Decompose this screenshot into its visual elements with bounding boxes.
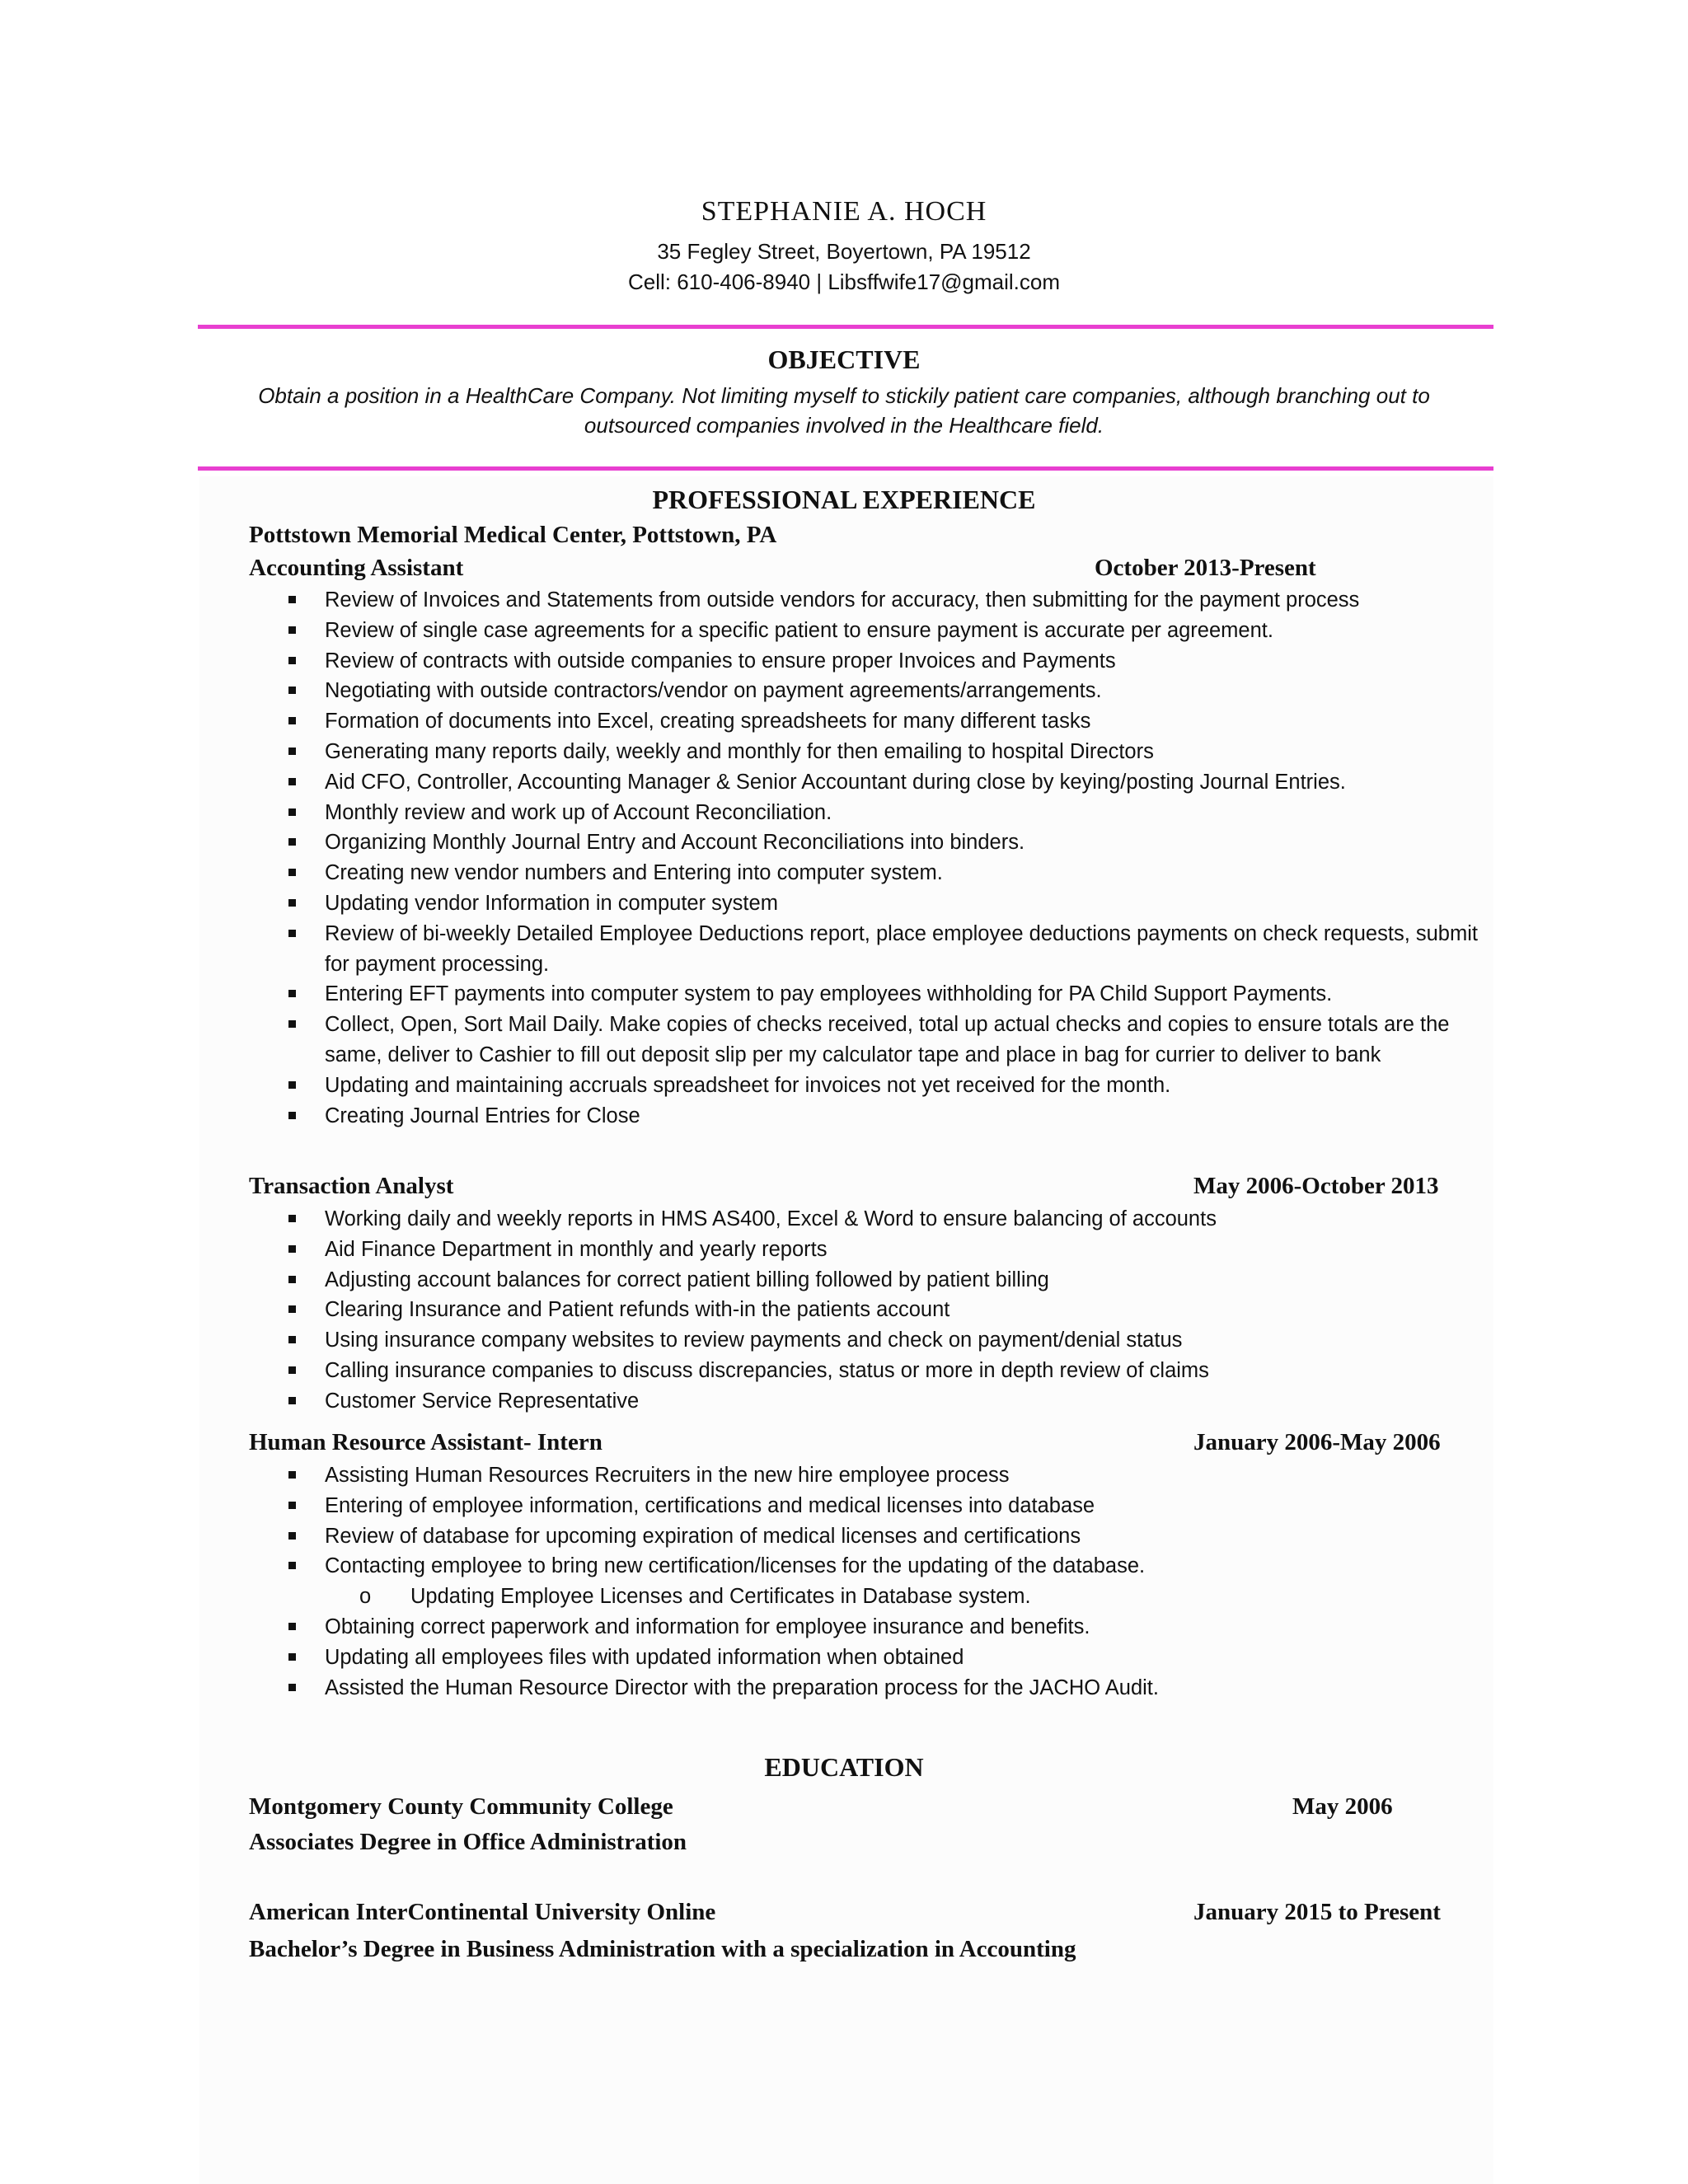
square-bullet-icon bbox=[288, 899, 296, 907]
list-item: Generating many reports daily, weekly and monthly for then emailing to hospital Directors bbox=[288, 737, 1492, 767]
list-item: Assisting Human Resources Recruiters in the new hire employee process bbox=[288, 1460, 1492, 1491]
square-bullet-icon bbox=[288, 1336, 296, 1343]
square-bullet-icon bbox=[288, 596, 296, 603]
list-item: Aid Finance Department in monthly and yearly reports bbox=[288, 1235, 1492, 1265]
job-duties-list bbox=[288, 585, 1492, 1131]
list-item: Updating and maintaining accruals spreadsheet for invoices not yet received for the month. bbox=[288, 1071, 1492, 1101]
job-title: Accounting Assistant bbox=[249, 555, 464, 581]
job-dates: October 2013-Present bbox=[1095, 555, 1316, 581]
list-item: Contacting employee to bring new certification/licenses for the updating of the database. bbox=[288, 1551, 1492, 1582]
education-heading: EDUCATION bbox=[764, 1752, 924, 1782]
list-item: Clearing Insurance and Patient refunds with-in the patients account bbox=[288, 1295, 1492, 1325]
list-item: Calling insurance companies to discuss discrepancies, status or more in depth review of claims bbox=[288, 1356, 1492, 1386]
square-bullet-icon bbox=[288, 1653, 296, 1661]
list-item: Obtaining correct paperwork and information for employee insurance and benefits. bbox=[288, 1612, 1492, 1643]
list-item: Review of contracts with outside companies to ensure proper Invoices and Payments bbox=[288, 646, 1492, 677]
divider-top bbox=[198, 325, 1493, 329]
square-bullet-icon bbox=[288, 1366, 296, 1374]
square-bullet-icon bbox=[288, 990, 296, 997]
list-item: Aid CFO, Controller, Accounting Manager & Senior Accountant during close by keying/posting Journal Entries. bbox=[288, 767, 1492, 798]
square-bullet-icon bbox=[288, 1081, 296, 1089]
job-title: Human Resource Assistant- Intern bbox=[249, 1429, 603, 1455]
list-item: Collect, Open, Sort Mail Daily. Make copies of checks received, total up actual checks and copies to ensure totals are the same, deliver to Cashier to fill out deposit slip per my calculator tape and place in bag for currier to deliver to bank bbox=[288, 1010, 1492, 1071]
school-name: American InterContinental University Online bbox=[249, 1899, 716, 1925]
square-bullet-icon bbox=[288, 778, 296, 785]
objective-text: Obtain a position in a HealthCare Company. Not limiting myself to stickily patient care companies, although branching out to outsourced companies involved in the Healthcare field. bbox=[258, 383, 1430, 438]
square-bullet-icon bbox=[288, 1502, 296, 1509]
list-item: Customer Service Representative bbox=[288, 1386, 1492, 1417]
degree-name: Bachelor’s Degree in Business Administration with a specialization in Accounting bbox=[249, 1936, 1076, 1962]
school-name: Montgomery County Community College bbox=[249, 1793, 673, 1820]
square-bullet-icon bbox=[288, 687, 296, 694]
square-bullet-icon bbox=[288, 1215, 296, 1222]
square-bullet-icon bbox=[288, 1020, 296, 1028]
list-item: Updating vendor Information in computer system bbox=[288, 888, 1492, 919]
square-bullet-icon bbox=[288, 717, 296, 724]
square-bullet-icon bbox=[288, 657, 296, 664]
job-duties-list bbox=[288, 1460, 1492, 1703]
objective-heading: OBJECTIVE bbox=[767, 344, 921, 374]
list-item: Updating all employees files with updated information when obtained bbox=[288, 1643, 1492, 1673]
square-bullet-icon bbox=[288, 1276, 296, 1283]
job-dates: May 2006-October 2013 bbox=[1193, 1173, 1439, 1199]
list-item: Creating new vendor numbers and Entering into computer system. bbox=[288, 858, 1492, 888]
sub-list-item: o Updating Employee Licenses and Certificates in Database system. bbox=[288, 1582, 1492, 1612]
list-item: Review of database for upcoming expiration of medical licenses and certifications bbox=[288, 1521, 1492, 1552]
list-item: Review of bi-weekly Detailed Employee Deductions report, place employee deductions payments on check requests, submit for payment processing. bbox=[288, 919, 1492, 980]
job-dates: January 2006-May 2006 bbox=[1193, 1429, 1441, 1455]
square-bullet-icon bbox=[288, 930, 296, 937]
square-bullet-icon bbox=[288, 1684, 296, 1691]
list-item: Organizing Monthly Journal Entry and Account Reconciliations into binders. bbox=[288, 827, 1492, 858]
address-line: 35 Fegley Street, Boyertown, PA 19512 bbox=[657, 239, 1031, 264]
list-item: Creating Journal Entries for Close bbox=[288, 1101, 1492, 1132]
employer-name: Pottstown Memorial Medical Center, Pottstown, PA bbox=[249, 522, 777, 548]
square-bullet-icon bbox=[288, 1305, 296, 1313]
square-bullet-icon bbox=[288, 748, 296, 755]
candidate-name: STEPHANIE A. HOCH bbox=[701, 196, 987, 227]
square-bullet-icon bbox=[288, 1471, 296, 1479]
school-date: May 2006 bbox=[1292, 1793, 1393, 1820]
square-bullet-icon bbox=[288, 626, 296, 634]
list-item: Formation of documents into Excel, creating spreadsheets for many different tasks bbox=[288, 706, 1492, 737]
list-item: Negotiating with outside contractors/vendor on payment agreements/arrangements. bbox=[288, 676, 1492, 706]
degree-name: Associates Degree in Office Administration bbox=[249, 1829, 687, 1855]
square-bullet-icon bbox=[288, 1245, 296, 1253]
list-item: Assisted the Human Resource Director with the preparation process for the JACHO Audit. bbox=[288, 1673, 1492, 1704]
square-bullet-icon bbox=[288, 1112, 296, 1119]
square-bullet-icon bbox=[288, 1623, 296, 1630]
list-item: Using insurance company websites to review payments and check on payment/denial status bbox=[288, 1325, 1492, 1356]
square-bullet-icon bbox=[288, 1397, 296, 1404]
square-bullet-icon bbox=[288, 869, 296, 876]
job-title: Transaction Analyst bbox=[249, 1173, 454, 1199]
list-item: Entering of employee information, certifications and medical licenses into database bbox=[288, 1491, 1492, 1521]
list-item: Review of Invoices and Statements from outside vendors for accuracy, then submitting for the payment process bbox=[288, 585, 1492, 616]
list-item: Working daily and weekly reports in HMS AS400, Excel & Word to ensure balancing of accounts bbox=[288, 1204, 1492, 1235]
square-bullet-icon bbox=[288, 1532, 296, 1540]
school-date: January 2015 to Present bbox=[1193, 1899, 1441, 1925]
square-bullet-icon bbox=[288, 1562, 296, 1569]
list-item: Review of single case agreements for a specific patient to ensure payment is accurate per agreement. bbox=[288, 616, 1492, 646]
list-item: Monthly review and work up of Account Reconciliation. bbox=[288, 798, 1492, 828]
list-item: Entering EFT payments into computer system to pay employees withholding for PA Child Support Payments. bbox=[288, 979, 1492, 1010]
square-bullet-icon bbox=[288, 838, 296, 846]
square-bullet-icon bbox=[288, 808, 296, 816]
contact-line: Cell: 610-406-8940 | Libsffwife17@gmail.com bbox=[627, 269, 1061, 294]
experience-heading: PROFESSIONAL EXPERIENCE bbox=[652, 485, 1036, 514]
circle-bullet-icon: o bbox=[359, 1585, 372, 1609]
list-item: Adjusting account balances for correct patient billing followed by patient billing bbox=[288, 1265, 1492, 1296]
job-duties-list bbox=[288, 1204, 1492, 1417]
divider-bottom bbox=[198, 466, 1493, 471]
